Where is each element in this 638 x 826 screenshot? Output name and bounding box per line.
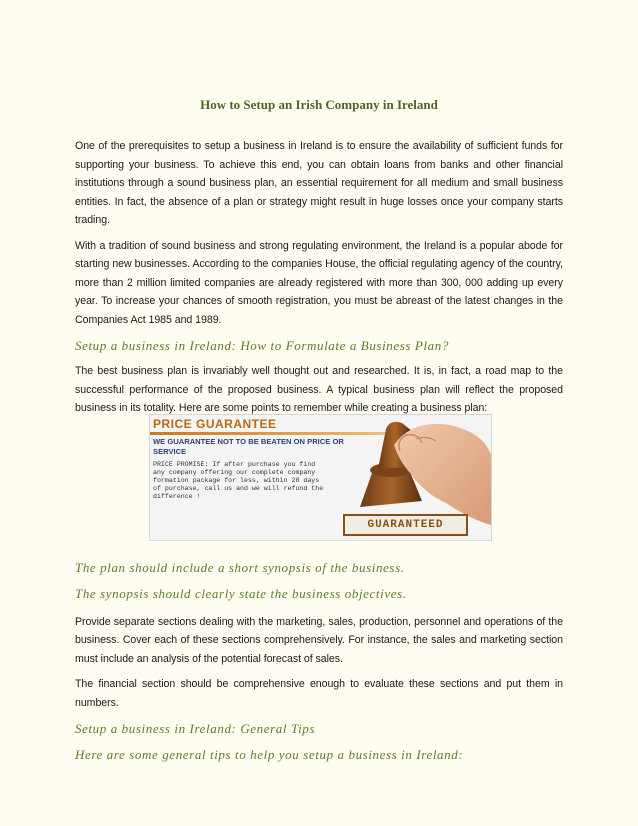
guarantee-subtitle: WE GUARANTEE NOT TO BE BEATEN ON PRICE OR SERVICE: [153, 437, 344, 456]
heading-objectives: The synopsis should clearly state the business objectives.: [75, 585, 407, 601]
price-guarantee-image: [149, 414, 492, 541]
document-title: How to Setup an Irish Company in Ireland: [200, 97, 438, 112]
heading-synopsis: The plan should include a short synopsis of the business.: [75, 559, 405, 575]
heading-business-plan: Setup a business in Ireland: How to Formulate a Business Plan?: [75, 338, 449, 353]
paragraph-sections: Provide separate sections dealing with the marketing, sales, production, personnel and operations of the business. Cover each of these sections comprehensively. For instance, the sales and marketing section must include an analysis of the potential forecast of sales.: [75, 615, 563, 665]
price-guarantee-title: PRICE GUARANTEE: [153, 417, 277, 431]
paragraph-financial: The financial section should be comprehensive enough to evaluate these sections and put them in numbers.: [75, 678, 563, 709]
heading-general-tips: Setup a business in Ireland: General Tips: [75, 721, 316, 736]
paragraph-tradition: With a tradition of sound business and strong regulating environment, the Ireland is a popular abode for starting new businesses. According to the companies House, the official regulating agency of the country, more than 2 million limited companies are already registered with more than 300, 000 adding up every year. To increase your chances of smooth registration, you must be abreast of the latest changes in the Companies Act 1985 and 1989.: [75, 239, 563, 326]
guaranteed-stamp: GUARANTEED: [343, 514, 468, 536]
paragraph-best-plan: The best business plan is invariably well thought out and researched. It is, in fact, a road map to the successful performance of the proposed business. A typical business plan will reflect the proposed business in its totality. Here are some points to remember while creating a business plan:: [75, 365, 563, 414]
paragraph-intro: One of the prerequisites to setup a business in Ireland is to ensure the availability of sufficient funds for supporting your business. To achieve this end, you can obtain loans from banks and other financial institutions through a sound business plan, an essential requirement for all medium and small business entities. In fact, the absence of a plan or strategy might result in huge losses once your company starts trading.: [75, 140, 563, 226]
heading-tips-intro: Here are some general tips to help you setup a business in Ireland:: [75, 747, 464, 762]
price-promise-text: PRICE PROMISE: If after purchase you find any company offering our complete company formation package for less, within 28 days of purchase, call us and we will refund the difference !: [153, 461, 324, 500]
